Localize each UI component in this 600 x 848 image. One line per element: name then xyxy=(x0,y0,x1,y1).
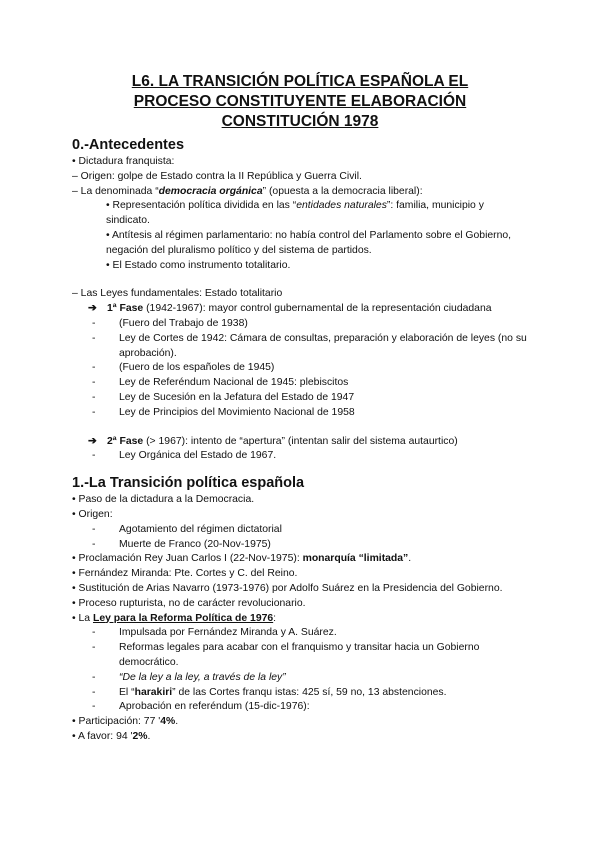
text-span: (> 1967): intento de “apertura” (intentan salir del sistema autaurtico) xyxy=(143,435,458,447)
dash-item: - (Fuero de los españoles de 1945) xyxy=(72,361,528,376)
italic-text: entidades naturales xyxy=(296,200,387,212)
text-span: • Participación: 77 ' xyxy=(72,716,161,728)
document-title xyxy=(72,72,528,132)
text-line: • Fernández Miranda: Pte. Cortes y C. del Reino. xyxy=(72,568,298,580)
law-title: Ley para la Reforma Política de 1976 xyxy=(92,612,274,624)
bold-text: harakiri xyxy=(134,686,173,698)
arrow-icon: ➔ xyxy=(88,435,97,447)
text-span: . xyxy=(147,730,151,742)
text-line: – Las Leyes fundamentales: Estado totalitario xyxy=(72,288,283,300)
text-line xyxy=(72,612,528,627)
dash-item: - Impulsada por Fernández Miranda y A. Suárez. xyxy=(72,626,528,641)
text-span: – La denominada “ xyxy=(72,185,159,197)
text-line: – Origen: golpe de Estado contra la II República y Guerra Civil. xyxy=(72,170,362,182)
text-span: • Representación política dividida en las “ xyxy=(106,200,297,212)
text-line xyxy=(72,715,528,730)
phase-label: 2ª Fase xyxy=(107,435,144,447)
phase-item xyxy=(72,435,528,450)
bold-text: 4% xyxy=(160,716,176,728)
phase-label: 1ª Fase xyxy=(107,303,144,315)
bullet-item xyxy=(72,199,528,229)
section-heading-transicion: 1.-La Transición política española xyxy=(72,475,305,492)
dash-item xyxy=(72,686,528,701)
document-page xyxy=(72,72,528,745)
dash-item: - Muerte de Franco (20-Nov-1975) xyxy=(72,538,528,553)
bullet-item: • El Estado como instrumento totalitario. xyxy=(106,259,291,271)
title-line-2: PROCESO CONSTITUYENTE ELABORACIÓN xyxy=(133,93,467,110)
title-line-3: CONSTITUCIÓN 1978 xyxy=(221,113,379,130)
dash-item: - Ley de Principios del Movimiento Nacional de 1958 xyxy=(72,406,528,421)
text-span: (1942-1967): mayor control gubernamental de la representación ciudadana xyxy=(143,303,492,315)
dash-item: - (Fuero del Trabajo de 1938) xyxy=(72,317,528,332)
bullet-item: • Antítesis al régimen parlamentario: no había control del Parlamento sobre el Gobierno, negación del pluralismo político y del sistema de partidos. xyxy=(106,229,512,256)
text-span: • La xyxy=(72,612,93,624)
dash-item xyxy=(72,671,528,686)
bold-text: 2% xyxy=(132,730,148,742)
italic-quote: “De la ley a la ley, a través de la ley” xyxy=(119,671,286,683)
bold-text: monarquía “limitada” xyxy=(302,553,409,565)
text-line: • Proceso rupturista, no de carácter revolucionario. xyxy=(72,597,306,609)
text-line: • Paso de la dictadura a la Democracia. xyxy=(72,494,255,506)
phase-item xyxy=(72,302,528,317)
arrow-icon: ➔ xyxy=(88,303,97,315)
text-line: • Sustitución de Arias Navarro (1973-1976) por Adolfo Suárez en la Presidencia del Gobierno. xyxy=(72,582,503,594)
text-span: • A favor: 94 ' xyxy=(72,730,133,742)
dash-item: - Ley de Referéndum Nacional de 1945: plebiscitos xyxy=(72,376,528,391)
text-span: . xyxy=(408,553,412,565)
text-span: El “ xyxy=(119,686,135,698)
text-span: ” de las Cortes franqu istas: 425 sí, 59 no, 13 abstenciones. xyxy=(172,686,447,698)
text-span: : xyxy=(273,612,277,624)
text-line xyxy=(72,730,528,745)
text-span: • Proclamación Rey Juan Carlos I (22-Nov-1975): xyxy=(72,553,303,565)
dash-item: - Agotamiento del régimen dictatorial xyxy=(72,523,528,538)
text-line: • Dictadura franquista: xyxy=(72,156,175,167)
text-span: . xyxy=(175,716,179,728)
text-line xyxy=(72,185,528,200)
section-heading-antecedentes: 0.-Antecedentes xyxy=(72,137,185,153)
dash-item: - Ley de Cortes de 1942: Cámara de consultas, preparación y elaboración de leyes (no su aprobación). xyxy=(72,332,528,362)
dash-item: - Reformas legales para acabar con el franquismo y transitar hacia un Gobierno democrático. xyxy=(72,641,528,671)
text-span: ”: familia, municipio y sindicato. xyxy=(106,200,484,227)
text-span: ” (opuesta a la democracia liberal): xyxy=(262,185,423,197)
dash-item: - Aprobación en referéndum (15-dic-1976): xyxy=(72,700,528,715)
text-line xyxy=(72,552,528,567)
title-line-1: L6. LA TRANSICIÓN POLÍTICA ESPAÑOLA EL xyxy=(131,73,469,90)
dash-item: - Ley Orgánica del Estado de 1967. xyxy=(72,449,528,464)
dash-item: - Ley de Sucesión en la Jefatura del Estado de 1947 xyxy=(72,391,528,406)
emphasis-text: democracia orgánica xyxy=(158,185,263,197)
text-line: • Origen: xyxy=(72,508,113,520)
